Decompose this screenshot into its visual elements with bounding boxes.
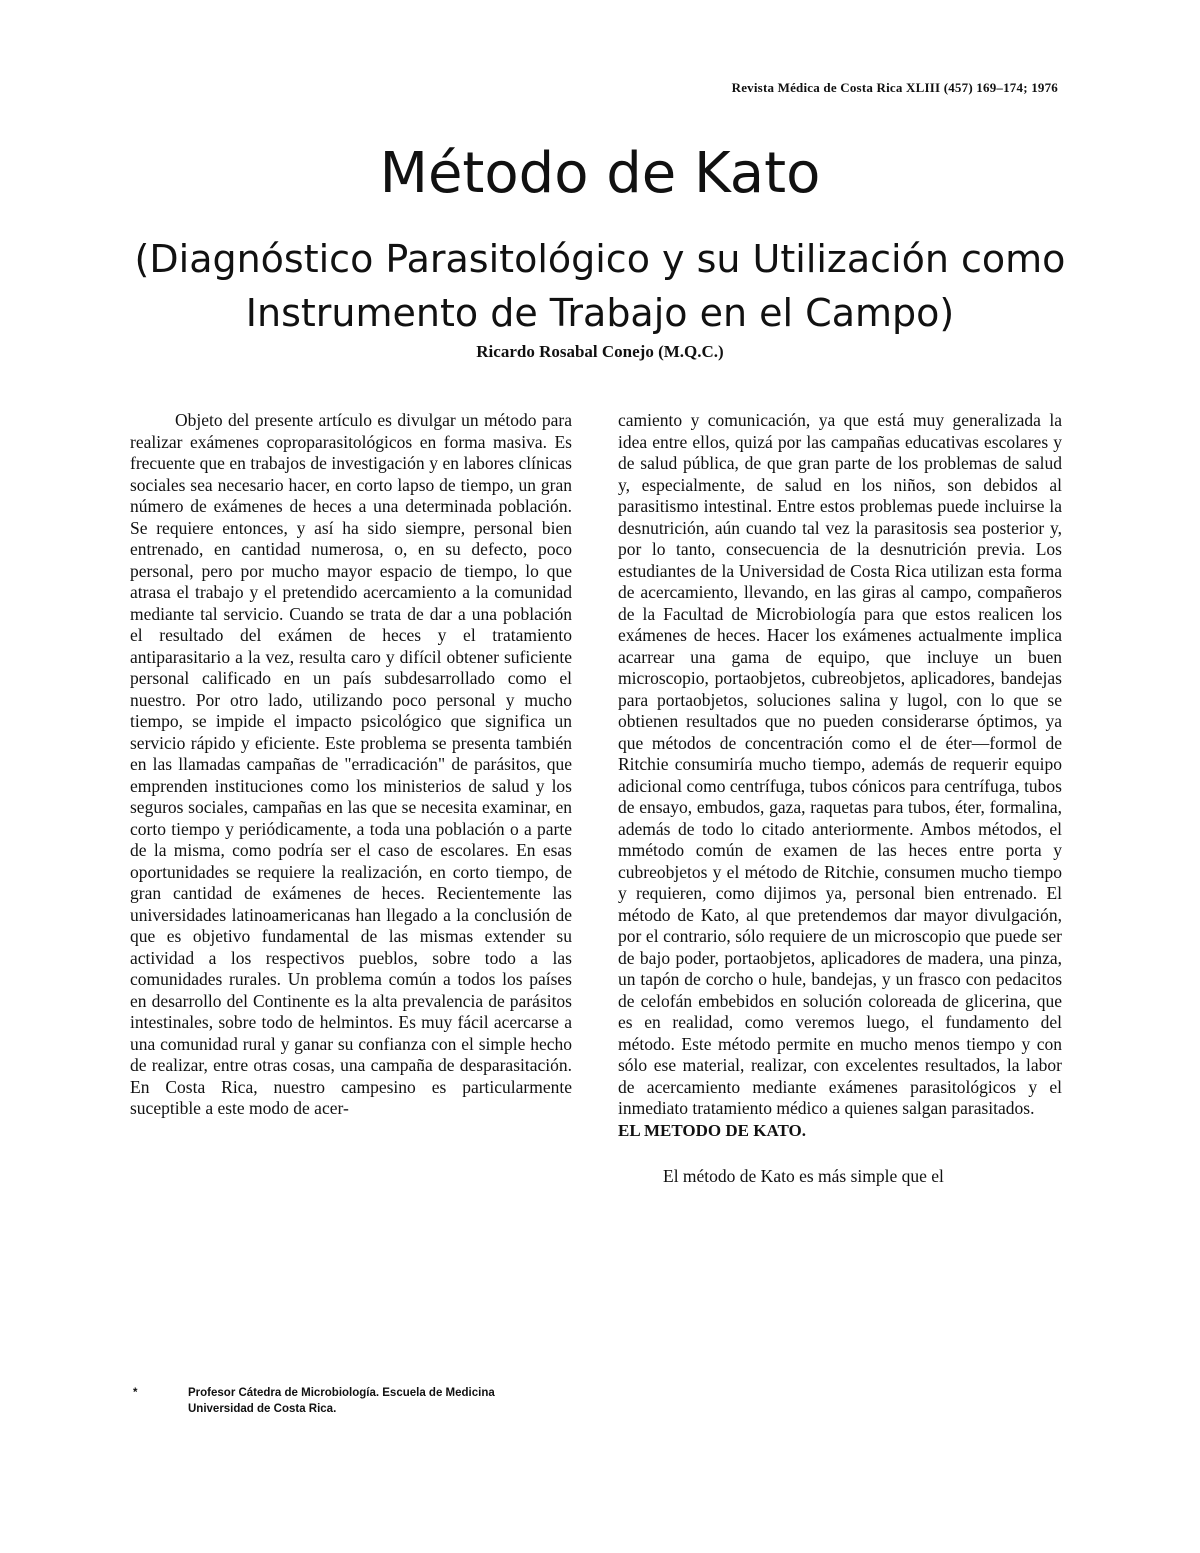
- article-author: Ricardo Rosabal Conejo (M.Q.C.): [476, 342, 724, 361]
- article-subtitle: (Diagnóstico Parasitológico y su Utilización como Instrumento de Trabajo en el Campo): [134, 237, 1066, 335]
- journal-citation: Revista Médica de Costa Rica XLIII (457) 169–174; 1976: [731, 80, 1058, 95]
- body-paragraph: Objeto del presente artículo es divulgar un método para realizar exámenes coproparasitológicos en forma masiva. Es frecuente que en trabajos de investigación y en labores clínicas sociales sea necesario hacer, en corto lapso de tiempo, un gran número de exámenes de heces a una determinada población. Se requiere entonces, y así ha sido siempre, personal bien entrenado, en cantidad numerosa, o, en su defecto, poco personal, pero por mucho mayor espacio de tiempo, lo que atrasa el trabajo y el pretendido acercamiento a la comunidad mediante tal servicio. Cuando se trata de dar a una población el resultado del exámen de heces y el tratamiento antiparasitario a la vez, resulta caro y difícil obtener suficiente personal calificado en un país subdesarrollado como el nuestro. Por otro lado, utilizando poco personal y mucho tiempo, se impide el impacto psicológico que significa un servicio rápido y eficiente. Este problema se presenta también en las llamadas campañas de "erradicación" de parásitos, que emprenden instituciones como los ministerios de salud y los seguros sociales, campañas en las que se necesita examinar, en corto tiempo y periódicamente, a toda una población o a parte de la misma, como podría ser el caso de escolares. En esas oportunidades se requiere la realización, en corto tiempo, de gran cantidad de exámenes de heces. Recientemente las universidades latinoamericanas han llegado a la conclusión de que es objetivo fundamental de las mismas extender su actividad a los respectivos pueblos, sobre todo a las comunidades rurales. Un problema común a todos los países en desarrollo del Continente es la alta prevalencia de parásitos intestinales, sobre todo de helmintos. Es muy fácil acercarse a una comunidad rural y ganar su confianza con el simple hecho de realizar, entre otras cosas, una campaña de desparasitación. En Costa Rica, nuestro campesino es particularmente suceptible a este modo de acer-: [130, 410, 572, 1118]
- article-title: Método de Kato: [379, 141, 821, 206]
- section-heading: EL METODO DE KATO.: [618, 1120, 806, 1140]
- footnote: [133, 1385, 553, 1417]
- left-column: [130, 410, 572, 1120]
- body-paragraph-continued: camiento y comunicación, ya que está muy generalizada la idea entre ellos, quizá por las campañas educativas escolares y de salud pública, de que gran parte de los problemas de salud y, especialmente, de salud en los niños, son debidos al parasitismo intestinal. Entre estos problemas puede incluirse la desnutrición, aún cuando tal vez la parasitosis sea posterior y, por lo tanto, consecuencia de la desnutrición previa. Los estudiantes de la Universidad de Costa Rica utilizan esta forma de acercamiento, llevando, en las giras al campo, compañeros de la Facultad de Microbiología para que estos realicen los exámenes de heces. Hacer los exámenes actualmente implica acarrear una gama de equipo, que incluye un buen microscopio, portaobjetos, cubreobjetos, aplicadores, bandejas para portaobjetos, soluciones salina y lugol, con lo que se obtienen resultados que no pueden considerarse óptimos, ya que métodos de concentración como el de éter—formol de Ritchie consumiría mucho tiempo, además de requerir equipo adicional como centrífuga, tubos cónicos para centrífuga, tubos de ensayo, embudos, gaza, raquetas para tubos, éter, formalina, además de todo lo citado anteriormente. Ambos métodos, el mmétodo común de examen de las heces entre porta y cubreobjetos y el método de Ritchie, consumen mucho tiempo y requieren, como dijimos ya, personal bien entrenado. El método de Kato, al que pretendemos dar mayor divulgación, por el contrario, sólo requiere de un microscopio que puede ser de bajo poder, portaobjetos, aplicadores de madera, una pinza, un tapón de corcho o hule, bandejas, y un frasco con pedacitos de celofán embebidos en solución coloreada de glicerina, que es en realidad, como veremos luego, el fundamento del método. Este método permite en mucho menos tiempo y con sólo ese material, realizar, con excelentes resultados, la labor de acercamiento mediante exámenes parasitológicos y el inmediato tratamiento médico a quienes salgan parasitados.: [618, 410, 1062, 1118]
- footnote-marker: *: [133, 1387, 138, 1399]
- section-paragraph: El método de Kato es más simple que el: [663, 1166, 944, 1186]
- right-column: [618, 410, 1062, 1188]
- footnote-text: Profesor Cátedra de Microbiología. Escuela de Medicina Universidad de Costa Rica.: [188, 1387, 495, 1415]
